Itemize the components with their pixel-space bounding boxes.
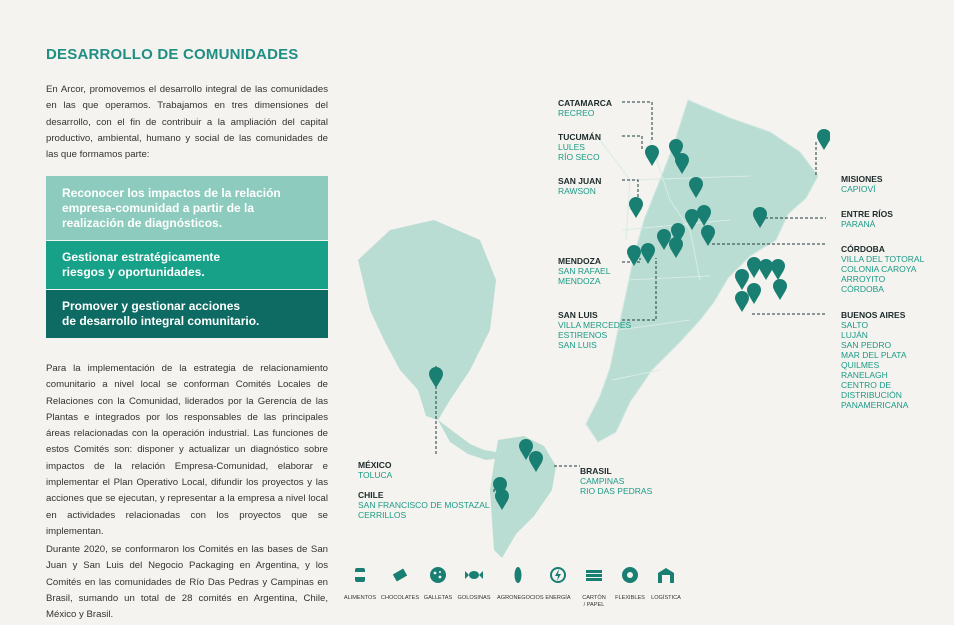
map-pin-icon [759,259,773,280]
label-misiones: MISIONES CAPIOVÍ [841,174,883,194]
map-pin-icon [629,197,643,218]
dimension-1-text: Reconocer los impactos de la relación empresa-comunidad a partir de la realización de diagnósticos. [62,185,281,230]
label-buenosaires: BUENOS AIRES SALTO LUJÁN SAN PEDRO MAR DEL PLATA QUILMES RANELAGH CENTRO DE DISTRIBUCIÓN PANAMERICANA [841,310,909,410]
dimension-band-2 [46,241,328,289]
legend-alimentos [339,566,381,602]
label-catamarca: CATAMARCA RECREO [558,98,612,118]
label-sanjuan: SAN JUAN RAWSON [558,176,602,196]
cookie-icon [429,566,447,584]
legend-label: LOGÍSTICA [651,595,681,601]
corn-icon [509,566,527,584]
legend-label: ALIMENTOS [343,595,377,601]
legend-label: CHOCOLATES [380,595,420,601]
map-pin-icon [817,129,830,150]
map-pin-icon [773,279,787,300]
legend-logistica [645,566,687,602]
intro-paragraph: En Arcor, promovemos el desarrollo integral de las comunidades en las que operamos. Trabajamos en tres dimensiones del desarrollo, con el fin de contribuir a la ampliación del capital productivo, ambiental, humano y social de las comunidades de las que formamos parte: [46,84,328,161]
map-pin-icon [747,283,761,304]
label-chile: CHILE SAN FRANCISCO DE MOSTAZAL CERRILLOS [358,490,490,520]
map-pin-icon [771,259,785,280]
legend-golosinas [453,566,495,602]
label-cordoba: CÓRDOBA VILLA DEL TOTORAL COLONIA CAROYA ARROYITO CÓRDOBA [841,244,925,294]
dimension-2-text: Gestionar estratégicamente riesgos y oportunidades. [62,250,221,279]
candy-icon [465,566,483,584]
chocolate-icon [391,566,409,584]
label-entrerios: ENTRE RÍOS PARANÁ [841,209,893,229]
map-pin-icon [645,145,659,166]
map-pin-icon [735,291,749,312]
dimension-band-1 [46,176,328,240]
dimension-3-text: Promover y gestionar acciones de desarrollo integral comunitario. [62,299,260,328]
legend-label: AGRONEGOCIOS [497,595,544,601]
page-title: DESARROLLO DE COMUNIDADES [46,46,299,63]
cardboard-icon [585,566,603,584]
label-mexico: MÉXICO TOLUCA [358,460,393,480]
legend-label: FLEXIBLES [615,595,645,601]
map-pin-icon [735,269,749,290]
central-america-shape [438,420,500,460]
warehouse-icon [657,566,675,584]
legend-label: CARTÓN / PAPEL [582,595,606,608]
map-pin-icon [747,257,761,278]
legend-chocolates [379,566,421,602]
label-brasil: BRASIL CAMPINAS RIO DAS PEDRAS [580,466,653,496]
label-mendoza: MENDOZA SAN RAFAEL MENDOZA [558,256,611,286]
legend-label: GOLOSINAS [457,595,491,601]
legend-label: GALLETAS [423,595,453,601]
roll-icon [621,566,639,584]
label-sanluis: SAN LUIS VILLA MERCEDES ESTIRENOS SAN LUIS [558,310,632,350]
label-tucuman: TUCUMÁN LULES RÍO SECO [558,132,601,162]
dimension-band-3 [46,290,328,338]
can-icon [351,566,369,584]
legend-agronegocios [497,566,544,602]
committees-paragraph: Para la implementación de la estrategia de relacionamiento comunitario a nivel local se conforman Comités Locales de Relaciones con la Comunidad, liderados por la Gerencia de las Plantas e integrados por los responsables de las principales áreas relacionadas con la operación industrial. Las funciones de estos Comités son: disponer y actualizar un diagnóstico sobre impactos de la relación Empresa-Comunidad, elaborar e implementar el Plan Operativo Local, difundir los proyectos y las acciones que se ejecutan, y representar a la empresa a nivel local en actividades relacionadas con los proyectos que se implementan. [46,363,328,537]
results-paragraph: Durante 2020, se conformaron los Comités en las bases de San Juan y San Luis del Negocio Packaging en Argentina, y los Comités en las comunidades de Río Das Pedras y Campinas en Brasil, sumando un total de 28 comités en Argentina, Chile, México y Brasil. [46,544,328,621]
energy-icon [549,566,567,584]
north-america-shape [358,220,496,420]
legend-label: ENERGÍA [545,595,571,601]
